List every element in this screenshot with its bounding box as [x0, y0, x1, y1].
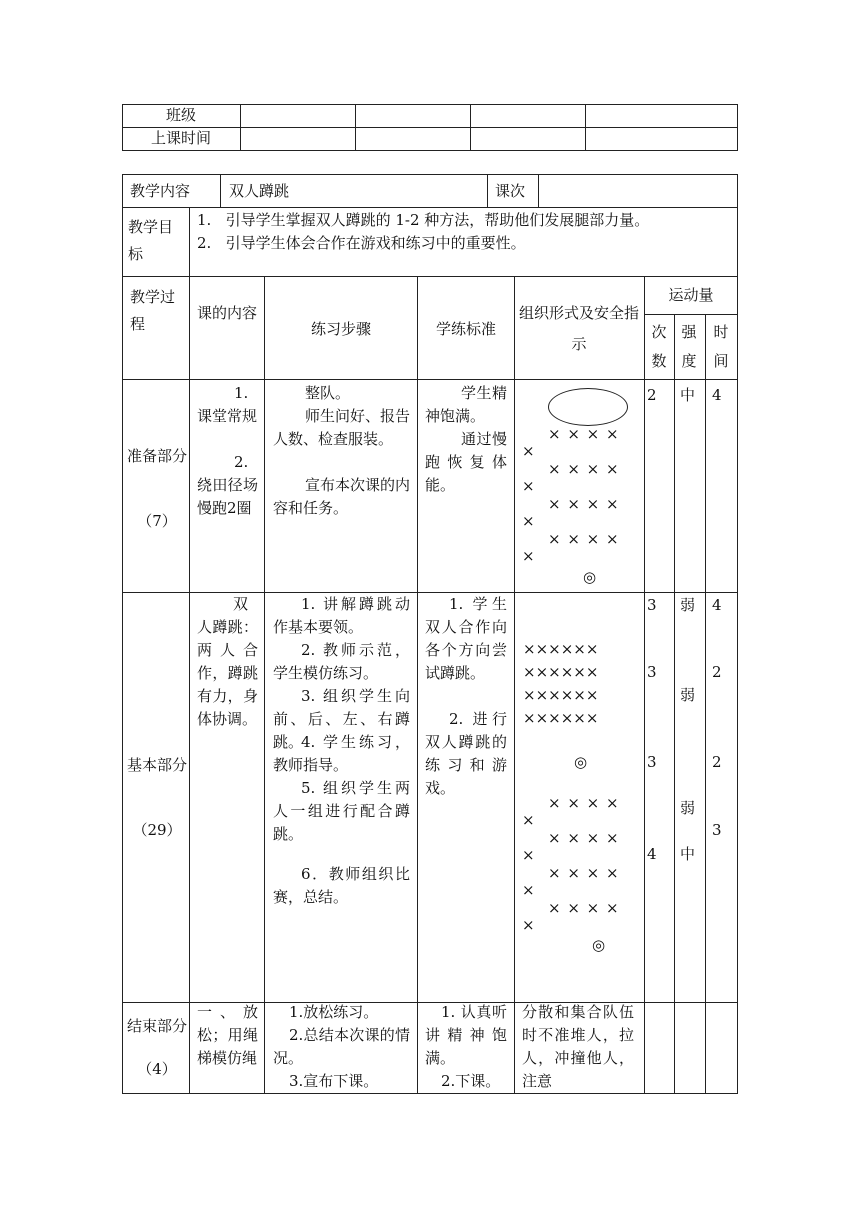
objective-1: 1. 引导学生掌握双人蹲跳的 1-2 种方法，帮助他们发展腿部力量。	[197, 211, 650, 229]
basic-formation-row: ×	[522, 846, 536, 864]
prep-formation-row: ×	[522, 477, 536, 495]
basic-intensity: 弱	[680, 686, 696, 704]
basic-formation-row: × × × ×	[548, 829, 620, 847]
prep-standard-1: 学生精神饱满。	[425, 384, 507, 425]
prep-formation-row: × × × ×	[548, 530, 620, 548]
prep-formation-row: ×	[522, 512, 536, 530]
column-load: 运动量	[668, 286, 714, 304]
basic-standard-2: 2. 进行双人蹲跳的练习和游戏。	[425, 710, 507, 797]
basic-formation-row: ×	[522, 811, 536, 829]
basic-step-5: 5. 组织学生两人一组进行配合蹲跳。	[273, 779, 410, 843]
prep-name: 准备部分	[126, 447, 187, 465]
prep-times: 2	[647, 386, 657, 404]
objective-label: 教学目标	[128, 218, 174, 263]
prep-formation-row: ×	[522, 442, 536, 460]
column-intensity: 强度	[681, 323, 697, 370]
basic-formation-row: × × × ×	[548, 864, 620, 882]
basic-times: 3	[647, 663, 657, 681]
prep-step-3: 宣布本次课的内容和任务。	[273, 476, 411, 517]
basic-formation-row: ××××××	[523, 663, 599, 681]
prep-minutes: （7）	[137, 512, 177, 530]
end-step-1: 1.放松练习。	[289, 1003, 379, 1021]
prep-duration: 4	[712, 386, 722, 404]
prep-formation-row: × × × ×	[548, 495, 620, 513]
basic-formation-row: ×	[522, 881, 536, 899]
prep-content-num-1: 1.	[234, 384, 249, 402]
prep-content-num-2: 2.	[234, 453, 249, 471]
end-organization: 分散和集合队伍时不准堆人，拉人，冲撞他人，注意	[522, 1003, 634, 1090]
class-value-cell[interactable]	[241, 105, 355, 127]
prep-formation-row: ×	[522, 547, 536, 565]
basic-times: 4	[647, 845, 657, 863]
end-name: 结束部分	[126, 1017, 187, 1035]
basic-step-3: 3. 组织学生向前、后、左、右蹲跳。	[273, 687, 410, 751]
column-duration: 时间	[713, 323, 729, 370]
column-times: 次数	[651, 323, 667, 370]
basic-formation-row: ××××××	[523, 709, 599, 727]
basic-duration: 2	[712, 753, 722, 771]
basic-content: 双人蹲跳：两人合作，蹲跳有力，身体协调。	[197, 595, 258, 728]
end-step-2: 2.总结本次课的情况。	[273, 1026, 410, 1067]
end-step-3: 3.宣布下课。	[289, 1072, 379, 1090]
prep-intensity: 中	[680, 386, 696, 404]
formation-ellipse	[548, 388, 628, 426]
column-process: 教学过程	[130, 288, 176, 333]
prep-formation-row: × × × ×	[548, 460, 620, 478]
basic-name: 基本部分	[126, 756, 187, 774]
basic-step-4: 4. 学生练习，教师指导。	[273, 733, 410, 774]
column-content: 课的内容	[196, 304, 257, 322]
prep-step-2: 师生问好、报告人数、检查服装。	[273, 407, 411, 448]
content-label: 教学内容	[130, 182, 191, 200]
end-standard-1: 1. 认真听讲精神饱满。	[425, 1003, 507, 1067]
basic-formation-row: × × × ×	[548, 899, 620, 917]
class-time-label: 上课时间	[150, 129, 211, 147]
basic-standard-1: 1. 学生双人合作向各个方向尝试蹲跳。	[425, 595, 507, 682]
end-content: 一、放松；用绳梯模仿绳	[197, 1003, 258, 1067]
basic-duration: 4	[712, 596, 722, 614]
objective-2: 2. 引导学生体会合作在游戏和练习中的重要性。	[197, 234, 526, 252]
lesson-number-label: 课次	[495, 182, 526, 200]
basic-duration: 2	[712, 663, 722, 681]
content-value: 双人蹲跳	[229, 182, 290, 200]
basic-formation-row: ××××××	[523, 686, 599, 704]
basic-step-1: 1. 讲解蹲跳动作基本要领。	[273, 595, 410, 636]
column-steps: 练习步骤	[310, 320, 371, 338]
basic-formation-row: × × × ×	[548, 794, 620, 812]
lesson-number-value-cell[interactable]	[539, 175, 737, 207]
teacher-position-icon: ◎	[583, 568, 597, 586]
basic-intensity: 弱	[680, 799, 696, 817]
basic-minutes: （29）	[132, 821, 182, 839]
end-minutes: （4）	[137, 1060, 177, 1078]
teacher-position-icon: ◎	[592, 936, 606, 954]
basic-intensity: 弱	[680, 596, 696, 614]
column-standard: 学练标准	[435, 320, 496, 338]
basic-step-6: 6．教师组织比赛，总结。	[273, 865, 410, 906]
basic-formation-row: ×	[522, 916, 536, 934]
column-organization: 组织形式及安全指示	[518, 304, 639, 353]
prep-content-1: 课堂常规	[197, 407, 258, 425]
basic-duration: 3	[712, 821, 722, 839]
end-standard-2: 2.下课。	[441, 1072, 501, 1090]
basic-intensity: 中	[680, 845, 696, 863]
prep-content-2: 绕田径场慢跑2圈	[197, 476, 258, 517]
basic-times: 3	[647, 596, 657, 614]
class-label: 班级	[165, 106, 196, 124]
teacher-position-icon: ◎	[574, 753, 588, 771]
prep-formation-row: × × × ×	[548, 425, 620, 443]
basic-formation-row: ××××××	[523, 640, 599, 658]
class-time-value-cell[interactable]	[241, 128, 355, 150]
basic-step-2: 2. 教师示范，学生模仿练习。	[273, 641, 410, 682]
prep-standard-2: 通过慢跑恢复体能。	[425, 430, 507, 494]
prep-step-1: 整队。	[305, 384, 351, 402]
basic-times: 3	[647, 753, 657, 771]
